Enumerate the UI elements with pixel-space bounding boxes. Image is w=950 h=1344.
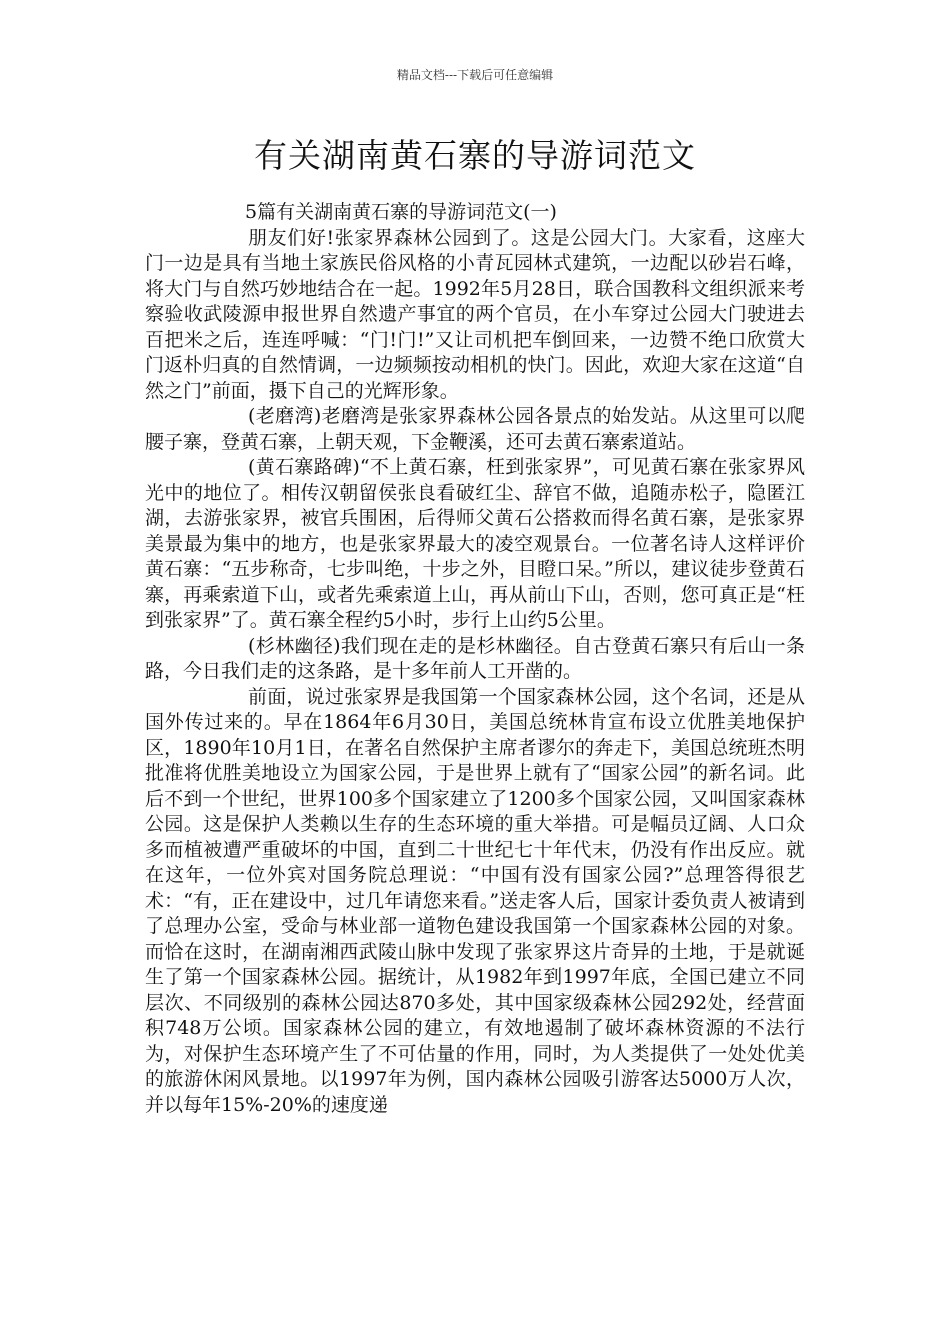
paragraph-laomowan: (老磨湾)老磨湾是张家界森林公园各景点的始发站。从这里可以爬腰子寨，登黄石寨，上朝天观，下金鞭溪，还可去黄石寨索道站。 — [145, 405, 805, 453]
paragraph-huangshizhai-marker: (黄石寨路碑)“不上黄石寨，枉到张家界”，可见黄石寨在张家界风光中的地位了。相传汉朝留侯张良看破红尘、辞官不做，追随赤松子，隐匿江湖，去游张家界，被官兵围困，后得师父黄石公搭救而得名黄石寨，是张家界美景最为集中的地方，也是张家界最大的凌空观景台。一位著名诗人这样评价黄石寨：“五步称奇，七步叫绝，十步之外，目瞪口呆。”所以，建议徒步登黄石寨，再乘索道下山，或者先乘索道上山，再从前山下山，否则，您可真正是“枉到张家界”了。黄石寨全程约5小时，步行上山约5公里。 — [145, 456, 805, 631]
paragraph-national-park-history: 前面，说过张家界是我国第一个国家森林公园，这个名词，还是从国外传过来的。早在1864年6月30日，美国总统林肯宣布设立优胜美地保护区，1890年10月1日，在著名自然保护主席者谬尔的奔走下，美国总统班杰明批准将优胜美地设立为国家公园，于是世界上就有了“国家公园”的新名词。此后不到一个世纪，世界100多个国家建立了1200多个国家公园，又叫国家森林公园。这是保护人类赖以生存的生态环境的重大举措。可是幅员辽阔、人口众多而植被遭严重破坏的中国，直到二十世纪七十年代末，仍没有作出反应。就在这年，一位外宾对国务院总理说：“中国有没有国家公园?”总理答得很艺术：“有，正在建设中，过几年请您来看。”送走客人后，国家计委负责人被请到了总理办公室，受命与林业部一道物色建设我国第一个国家森林公园的对象。而恰在这时，在湖南湘西武陵山脉中发现了张家界这片奇异的土地，于是就诞生了第一个国家森林公园。据统计，从1982年到1997年底，全国已建立不同层次、不同级别的森林公园达870多处，其中国家级森林公园292处，经营面积748万公顷。国家森林公园的建立，有效地遏制了破坏森林资源的不法行为，对保护生态环境产生了不可估量的作用，同时，为人类提供了一处处优美的旅游休闲风景地。以1997年为例，国内森林公园吸引游客达5000万人次，并以每年15%-20%的速度递 — [145, 685, 805, 1116]
document-title: 有关湖南黄石寨的导游词范文 — [254, 136, 696, 175]
document-body — [145, 200, 805, 1118]
document-subtitle: 5篇有关湖南黄石寨的导游词范文(一) — [245, 201, 557, 223]
header-note: 精品文档---下载后可任意编辑 — [396, 68, 554, 82]
paragraph-intro: 朋友们好!张家界森林公园到了。这是公园大门。大家看，这座大门一边是具有当地土家族民俗风格的小青瓦园林式建筑，一边配以砂岩石峰，将大门与自然巧妙地结合在一起。1992年5月28日，联合国教科文组织派来考察验收武陵源申报世界自然遗产事宜的两个官员，在小车穿过公园大门驶进去百把米之后，连连呼喊：“门!门!”又让司机把车倒回来，一边赞不绝口欣赏大门返朴归真的自然情调，一边频频按动相机的快门。因此，欢迎大家在这道“自然之门”前面，摄下自己的光辉形象。 — [145, 226, 805, 402]
paragraph-shanlin-path: (杉林幽径)我们现在走的是杉林幽径。自古登黄石寨只有后山一条路，今日我们走的这条路，是十多年前人工开凿的。 — [145, 634, 805, 682]
